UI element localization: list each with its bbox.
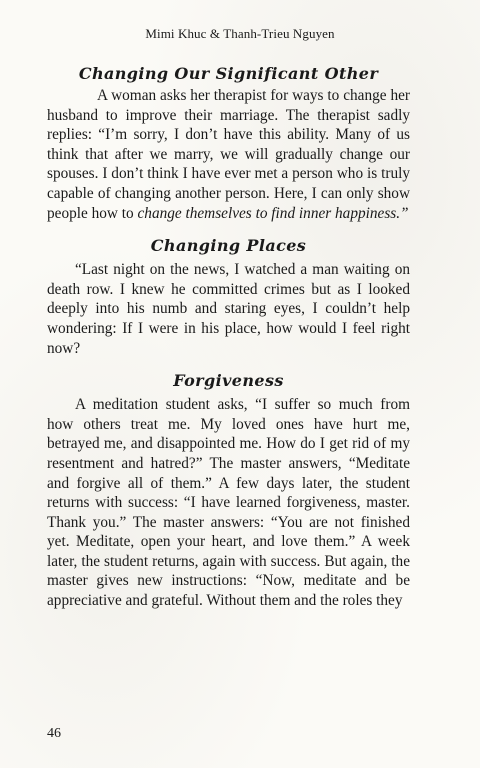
page-body bbox=[47, 58, 410, 611]
paragraph-italic-ending: change themselves to find inner happiness.” bbox=[137, 204, 409, 222]
section-paragraph-changing-our-significant-other bbox=[47, 86, 410, 223]
running-head: Mimi Khuc & Thanh-Trieu Nguyen bbox=[145, 26, 335, 41]
section-paragraph-changing-places: “Last night on the news, I watched a man waiting on death row. I knew he committed crimes but as I looked deeply into his numb and staring eyes, I couldn’t help wondering: If I were in his place, how would I feel right now? bbox=[47, 261, 410, 357]
section-title-forgiveness: Forgiveness bbox=[173, 371, 284, 391]
section-paragraph-forgiveness: A meditation student asks, “I suffer so much from how others treat me. My loved ones have hurt me, betrayed me, and disappointed me. How do I get rid of my resentment and hatred?” The master answers, “Meditate and forgive all of them.” A few days later, the student returns with success: “I have learned forgiveness, master. Thank you.” The master answers: “You are not finished yet. Meditate, open your heart, and love them.” A week later, the student returns, again with success. But again, the master gives new instructions: “Now, meditate and be appreciative and grateful. Without them and the roles they bbox=[47, 396, 410, 610]
paragraph-text: A woman asks her therapist for ways to change her husband to improve their marriage. The therapist sadly replies: “I’m sorry, I don’t have this ability. Many of us think that after we marry, we will gradually change our spouses. I don’t think I have ever met a person who is truly capable of changing another person. Here, I can only show people how to bbox=[47, 87, 410, 222]
page-number: 46 bbox=[47, 726, 61, 741]
section-title-changing-our-significant-other: Changing Our Significant Other bbox=[78, 64, 379, 83]
section-title-changing-places: Changing Places bbox=[150, 236, 307, 256]
